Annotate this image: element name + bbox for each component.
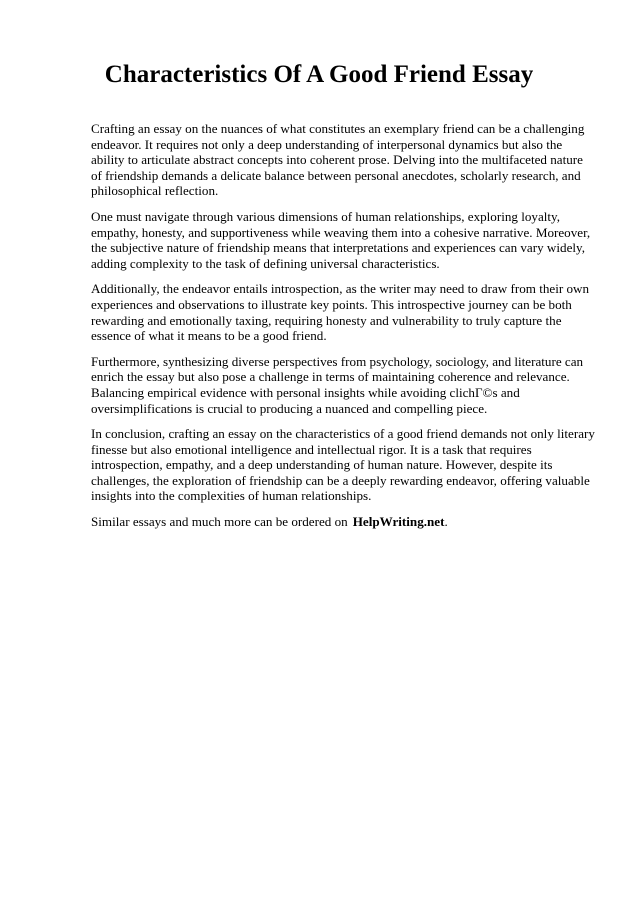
helpwriting-link[interactable]: HelpWriting.net xyxy=(352,514,445,530)
document-body xyxy=(91,121,596,530)
paragraph-1: Crafting an essay on the nuances of what constitutes an exemplary friend can be a challenging endeavor. It requires not only a deep understanding of interpersonal dynamics but also the ability to articulate abstract concepts into coherent prose. Delving into the multifaceted nature of friendship demands a delicate balance between personal anecdotes, scholarly research, and philosophical reflection. xyxy=(91,121,585,199)
paragraph-3: Additionally, the endeavor entails introspection, as the writer may need to draw from their own experiences and observations to illustrate key points. This introspective journey can be both rewarding and emotionally taxing, requiring honesty and vulnerability to truly capture the essence of what it means to be a good friend. xyxy=(91,281,590,344)
document-title: Characteristics Of A Good Friend Essay xyxy=(104,61,534,88)
paragraph-4: Furthermore, synthesizing diverse perspectives from psychology, sociology, and literature can enrich the essay but also pose a challenge in terms of maintaining coherence and relevance. Balancing empirical evidence with personal insights while avoiding clichГ©s and oversimplifications is crucial to producing a nuanced and compelling piece. xyxy=(91,353,584,416)
closing-text: Similar essays and much more can be ordered on xyxy=(91,514,348,530)
paragraph-2: One must navigate through various dimensions of human relationships, exploring loyalty, empathy, honesty, and supportiveness while weaving them into a cohesive narrative. Moreover, the subjective nature of friendship means that interpretations and experiences can vary widely, adding complexity to the task of defining universal characteristics. xyxy=(91,208,591,271)
closing-line xyxy=(91,514,596,530)
paragraph-5: In conclusion, crafting an essay on the characteristics of a good friend demands not only literary finesse but also emotional intelligence and intellectual rigor. It is a task that requires introspection, empathy, and a deep understanding of human nature. However, despite its challenges, the exploration of friendship can be a deeply rewarding endeavor, offering valuable insights into the complexities of human relationships. xyxy=(91,426,595,504)
closing-period: . xyxy=(444,514,448,530)
